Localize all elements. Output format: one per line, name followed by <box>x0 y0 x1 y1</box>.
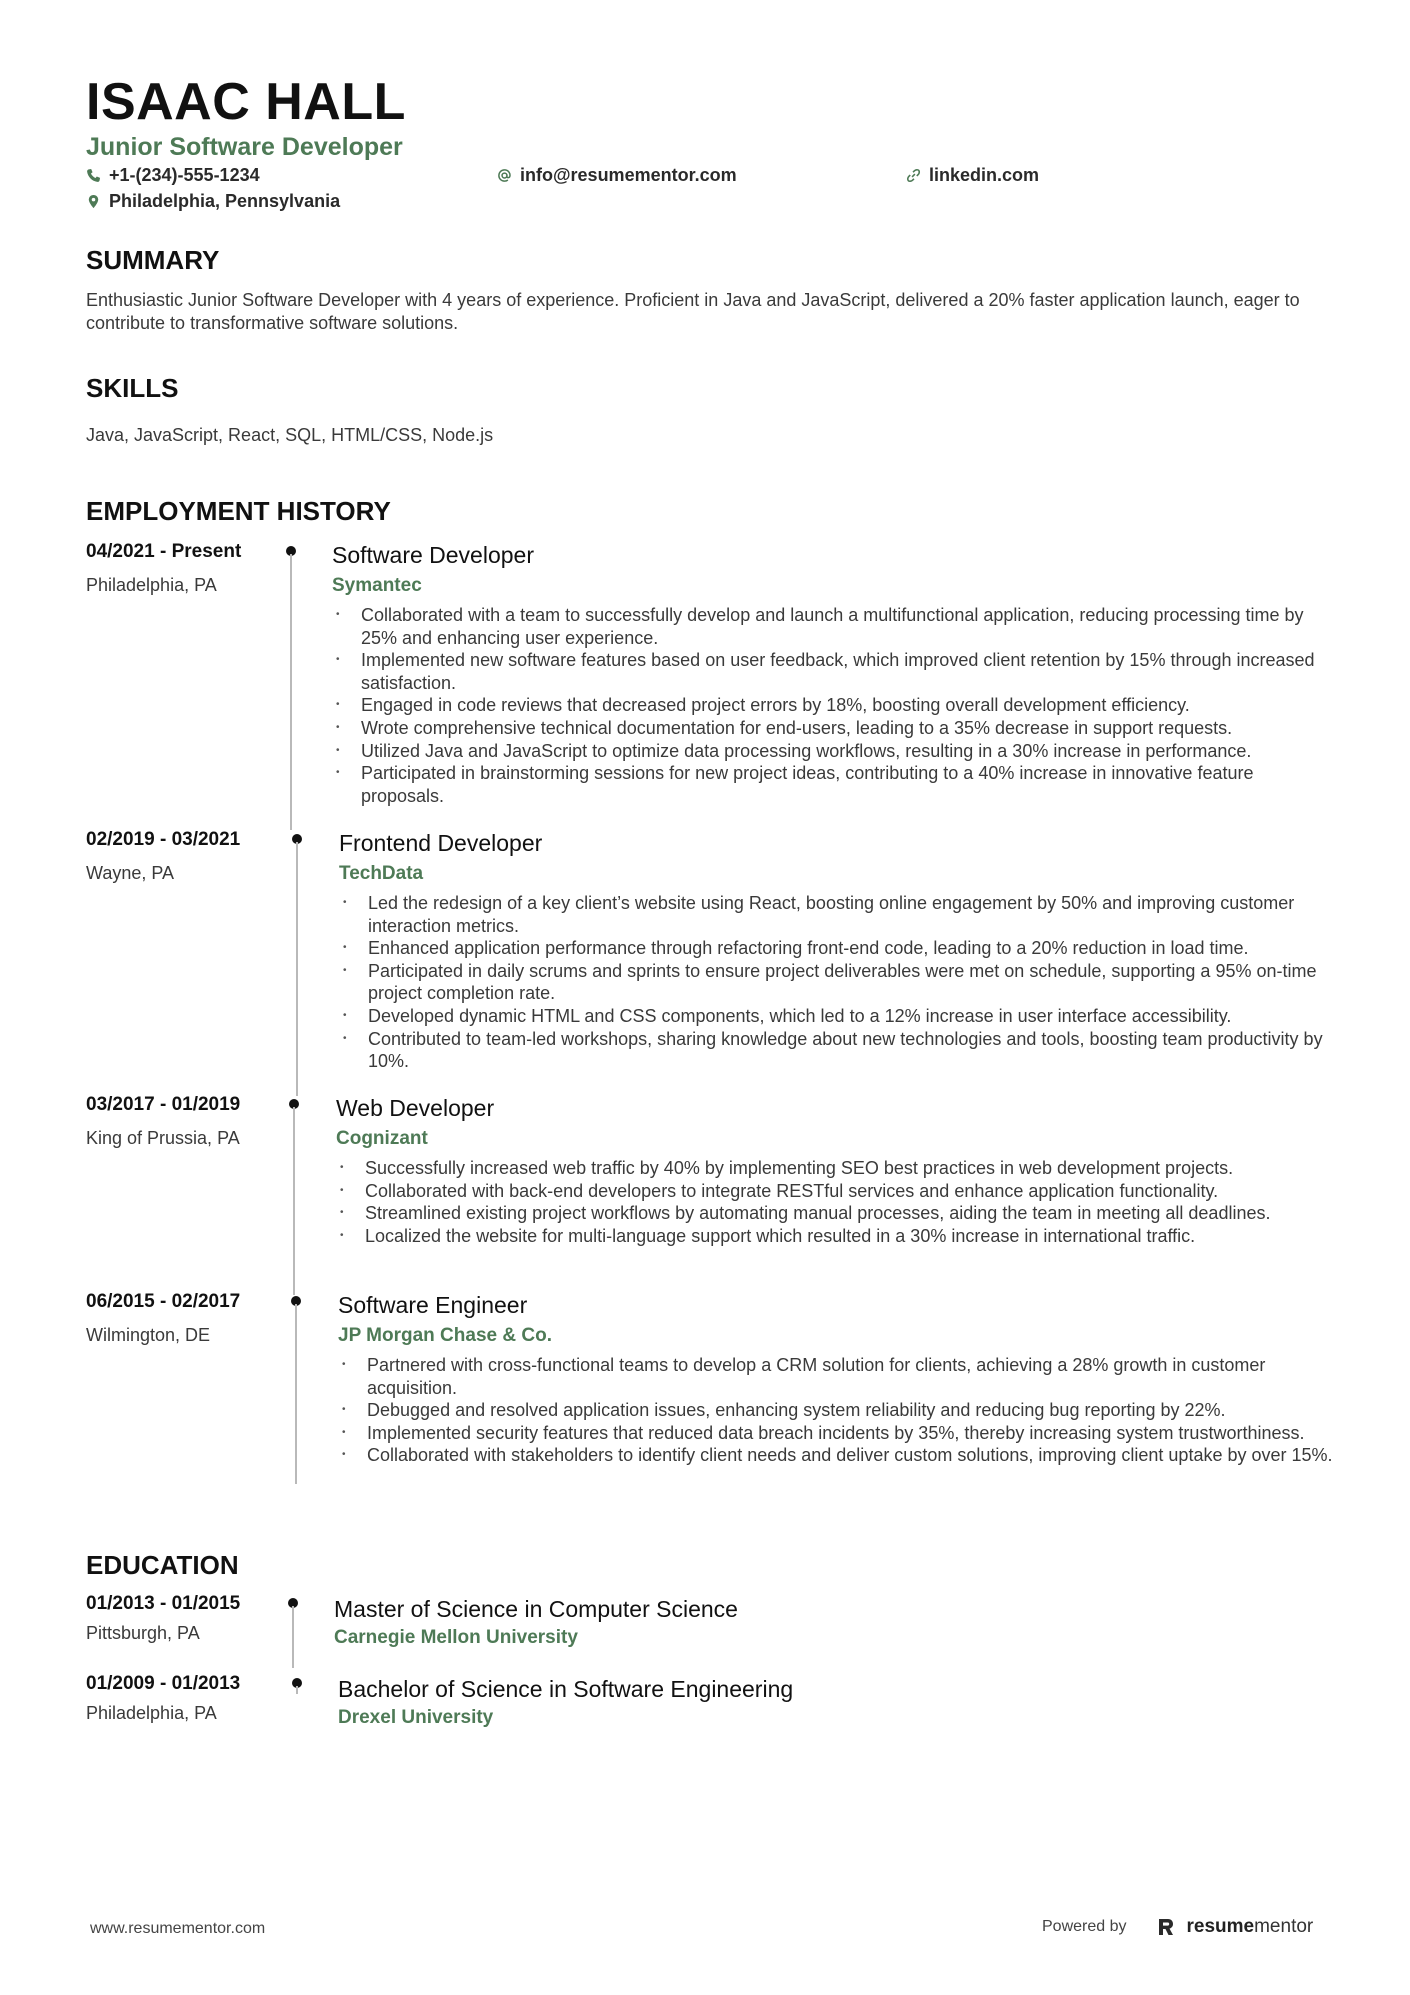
education-degree: Bachelor of Science in Software Engineering <box>338 1676 794 1702</box>
timeline-line <box>296 1686 298 1694</box>
job-location: King of Prussia, PA <box>86 1128 240 1148</box>
contact-email <box>497 164 737 186</box>
linkedin-text[interactable]: linkedin.com <box>929 165 1040 185</box>
job-dates: 06/2015 - 02/2017 <box>86 1291 241 1312</box>
education-degree: Master of Science in Computer Science <box>334 1596 738 1622</box>
brand-name[interactable] <box>1187 1916 1314 1938</box>
job-title: Web Developer <box>336 1095 495 1121</box>
job-location: Philadelphia, PA <box>86 575 217 595</box>
list-item: • Implemented new software features based on user feedback, which improved client retention by 15% through increased satisfaction. <box>332 649 1332 694</box>
job-company: Symantec <box>332 575 422 596</box>
list-item: • Collaborated with back-end developers to integrate RESTful services and enhance application functionality. <box>336 1180 1332 1203</box>
education-dates: 01/2009 - 01/2013 <box>86 1673 241 1694</box>
at-icon <box>497 168 512 183</box>
education-school: Drexel University <box>338 1707 494 1728</box>
list-item: • Implemented security features that reduced data breach incidents by 35%, thereby increasing system trustworthiness. <box>338 1422 1334 1445</box>
list-item: • Developed dynamic HTML and CSS components, which led to a 12% increase in user interface accessibility. <box>339 1005 1335 1028</box>
job-title: Frontend Developer <box>339 830 543 856</box>
timeline-line <box>295 1304 297 1484</box>
email-text[interactable]: info@resumementor.com <box>520 165 737 185</box>
job-location: Wilmington, DE <box>86 1325 211 1345</box>
job-company: JP Morgan Chase & Co. <box>338 1325 552 1346</box>
job-bullets <box>338 1354 1334 1467</box>
list-item: • Collaborated with stakeholders to identify client needs and deliver custom solutions, improving client uptake by over 15%. <box>338 1444 1334 1467</box>
education-school: Carnegie Mellon University <box>334 1627 578 1648</box>
list-item: • Participated in brainstorming sessions for new project ideas, contributing to a 40% increase in innovative feature proposals. <box>332 762 1332 807</box>
list-item: • Collaborated with a team to successfully develop and launch a multifunctional application, reducing processing time by 25% and enhancing user experience. <box>332 604 1332 649</box>
candidate-name: ISAAC HALL <box>86 73 406 131</box>
education-dates: 01/2013 - 01/2015 <box>86 1593 241 1614</box>
resumementor-logo-icon <box>1157 1917 1175 1937</box>
contact-location <box>86 190 340 212</box>
job-dates: 04/2021 - Present <box>86 541 242 562</box>
list-item: • Streamlined existing project workflows by automating manual processes, aiding the team in meeting all deadlines. <box>336 1202 1332 1225</box>
job-bullets <box>332 604 1332 807</box>
location-text: Philadelphia, Pennsylvania <box>109 191 341 211</box>
job-location: Wayne, PA <box>86 863 175 883</box>
education-location: Pittsburgh, PA <box>86 1623 200 1643</box>
list-item: • Participated in daily scrums and sprints to ensure project deliverables were met on schedule, supporting a 95% on-time project completion rate. <box>339 960 1335 1005</box>
job-title: Software Developer <box>332 542 534 568</box>
list-item: • Led the redesign of a key client’s website using React, boosting online engagement by 50% and improving customer interaction metrics. <box>339 892 1335 937</box>
list-item: • Partnered with cross-functional teams to develop a CRM solution for clients, achieving a 28% growth in customer acquisition. <box>338 1354 1334 1399</box>
brand-name-light: mentor <box>1254 1916 1314 1937</box>
education-location: Philadelphia, PA <box>86 1703 217 1723</box>
list-item: • Utilized Java and JavaScript to optimize data processing workflows, resulting in a 30% increase in performance. <box>332 740 1332 763</box>
contact-linkedin <box>906 164 1039 186</box>
phone-text: +1-(234)-555-1234 <box>109 165 260 185</box>
employment-heading: EMPLOYMENT HISTORY <box>86 496 391 526</box>
list-item: • Wrote comprehensive technical documentation for end-users, leading to a 35% decrease in support requests. <box>332 717 1332 740</box>
footer-branding <box>1042 1916 1313 1938</box>
timeline-line <box>290 554 292 830</box>
brand-name-bold: resume <box>1186 1916 1255 1937</box>
job-title: Software Engineer <box>338 1292 528 1318</box>
list-item: • Successfully increased web traffic by 40% by implementing SEO best practices in web development projects. <box>336 1157 1332 1180</box>
summary-text: Enthusiastic Junior Software Developer with 4 years of experience. Proficient in Java and JavaScript, delivered a 20% faster application launch, eager to contribute to transformative software solutions. <box>86 290 1300 333</box>
job-dates: 02/2019 - 03/2021 <box>86 829 241 850</box>
list-item: • Debugged and resolved application issues, enhancing system reliability and reducing bug reporting by 22%. <box>338 1399 1334 1422</box>
timeline-line <box>292 1606 294 1668</box>
job-bullets <box>336 1157 1332 1247</box>
link-icon <box>906 168 921 183</box>
list-item: • Engaged in code reviews that decreased project errors by 18%, boosting overall development efficiency. <box>332 694 1332 717</box>
job-dates: 03/2017 - 01/2019 <box>86 1094 241 1115</box>
candidate-role: Junior Software Developer <box>86 133 403 161</box>
powered-by-label: Powered by <box>1042 1918 1127 1935</box>
contact-phone <box>86 164 260 186</box>
location-pin-icon <box>86 194 101 209</box>
timeline-line <box>293 1107 295 1295</box>
job-company: Cognizant <box>336 1128 428 1149</box>
footer-website[interactable]: www.resumementor.com <box>90 1920 266 1937</box>
list-item: • Enhanced application performance through refactoring front-end code, leading to a 20% reduction in load time. <box>339 937 1335 960</box>
job-bullets <box>339 892 1335 1073</box>
summary-heading: SUMMARY <box>86 245 220 275</box>
phone-icon <box>86 168 101 183</box>
timeline-line <box>296 842 298 1096</box>
list-item: • Contributed to team-led workshops, sharing knowledge about new technologies and tools, boosting team productivity by 10%. <box>339 1028 1335 1073</box>
job-company: TechData <box>339 863 424 884</box>
skills-heading: SKILLS <box>86 373 179 403</box>
skills-text: Java, JavaScript, React, SQL, HTML/CSS, Node.js <box>86 425 494 445</box>
list-item: • Localized the website for multi-language support which resulted in a 30% increase in international traffic. <box>336 1225 1332 1248</box>
education-heading: EDUCATION <box>86 1550 239 1580</box>
